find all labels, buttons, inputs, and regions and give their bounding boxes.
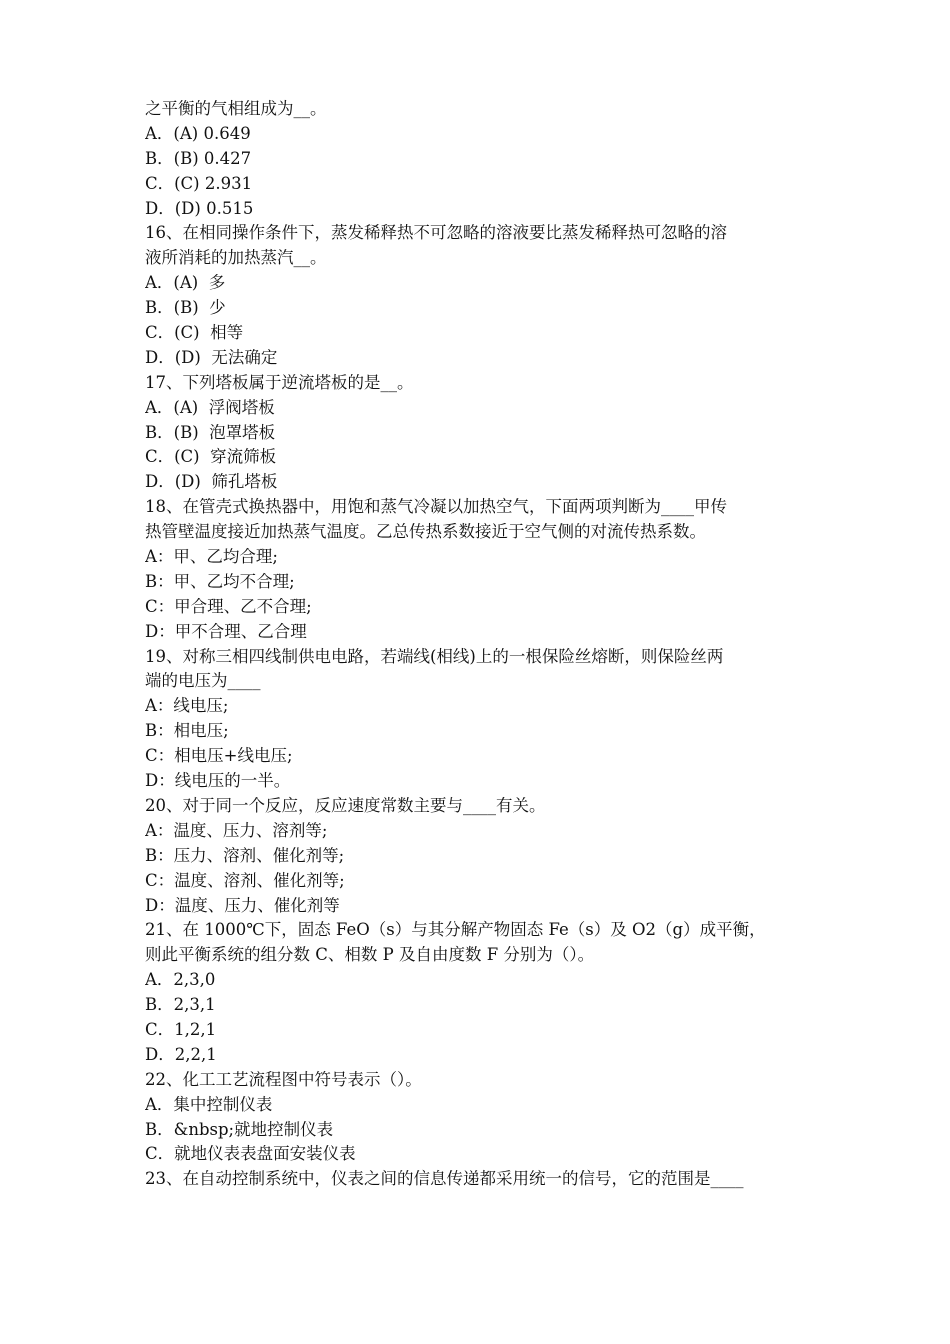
question-22: 22、化工工艺流程图中符号表示（）。	[145, 1069, 422, 1089]
option-d: D．2,2,1	[145, 1044, 217, 1064]
option-b: B：相电压;	[145, 721, 229, 741]
option-d: D．(D) 0.515	[145, 198, 254, 218]
question-21-cont: 则此平衡系统的组分数 C、相数 P 及自由度数 F 分别为（）。	[145, 945, 595, 965]
question-20: 20、对于同一个反应，反应速度常数主要与____有关。	[145, 795, 546, 815]
option-d: D．(D) 筛孔塔板	[145, 472, 278, 492]
option-b: B：甲、乙均不合理;	[145, 571, 295, 591]
option-a: A：线电压;	[145, 696, 229, 716]
text-line: 之平衡的气相组成为__。	[145, 99, 327, 118]
option-a: A：甲、乙均合理;	[145, 547, 278, 567]
option-c: C．(C) 穿流筛板	[145, 447, 277, 467]
option-d: D．(D) 无法确定	[145, 347, 278, 367]
option-c: C．(C) 相等	[145, 323, 244, 343]
option-c: C．1,2,1	[145, 1019, 217, 1039]
option-c: C．就地仪表表盘面安装仪表	[145, 1144, 356, 1164]
question-21: 21、在 1000℃下，固态 FeO（s）与其分解产物固态 Fe（s）及 O2（g）成平衡，	[145, 920, 766, 940]
option-c: C．(C) 2.931	[145, 173, 253, 193]
option-b: B．(B) 0.427	[145, 148, 252, 168]
question-17: 17、下列塔板属于逆流塔板的是__。	[145, 372, 414, 392]
option-b: B．&nbsp;就地控制仪表	[145, 1119, 334, 1139]
question-18-cont: 热管壁温度接近加热蒸气温度。乙总传热系数接近于空气侧的对流传热系数。	[145, 522, 706, 542]
option-a: A．(A) 浮阀塔板	[145, 397, 275, 417]
option-c: C：温度、溶剂、催化剂等;	[145, 870, 345, 890]
option-a: A：温度、压力、溶剂等;	[145, 820, 328, 840]
option-a: A．2,3,0	[145, 970, 216, 990]
question-23: 23、在自动控制系统中，仪表之间的信息传递都采用统一的信号，它的范围是____	[145, 1169, 744, 1189]
option-b: B．(B) 少	[145, 298, 226, 318]
option-c: C：甲合理、乙不合理;	[145, 596, 312, 616]
option-a: A．(A) 0.649	[145, 123, 251, 143]
question-18: 18、在管壳式换热器中，用饱和蒸气冷凝以加热空气，下面两项判断为____甲传	[145, 497, 727, 517]
option-b: B：压力、溶剂、催化剂等;	[145, 845, 345, 865]
question-19: 19、对称三相四线制供电电路，若端线(相线)上的一根保险丝熔断，则保险丝两	[145, 646, 724, 666]
option-a: A．(A) 多	[145, 273, 226, 293]
option-d: D：线电压的一半。	[145, 771, 291, 791]
option-a: A．集中控制仪表	[145, 1094, 273, 1114]
question-16: 16、在相同操作条件下，蒸发稀释热不可忽略的溶液要比蒸发稀释热可忽略的溶	[145, 223, 727, 243]
option-b: B．(B) 泡罩塔板	[145, 422, 276, 442]
document-page	[145, 97, 815, 1192]
option-d: D：甲不合理、乙合理	[145, 621, 307, 641]
question-16-cont: 液所消耗的加热蒸汽__。	[145, 248, 327, 268]
option-b: B．2,3,1	[145, 995, 216, 1015]
option-d: D：温度、压力、催化剂等	[145, 895, 340, 915]
option-c: C：相电压+线电压;	[145, 746, 293, 766]
question-19-cont: 端的电压为____	[145, 671, 261, 691]
